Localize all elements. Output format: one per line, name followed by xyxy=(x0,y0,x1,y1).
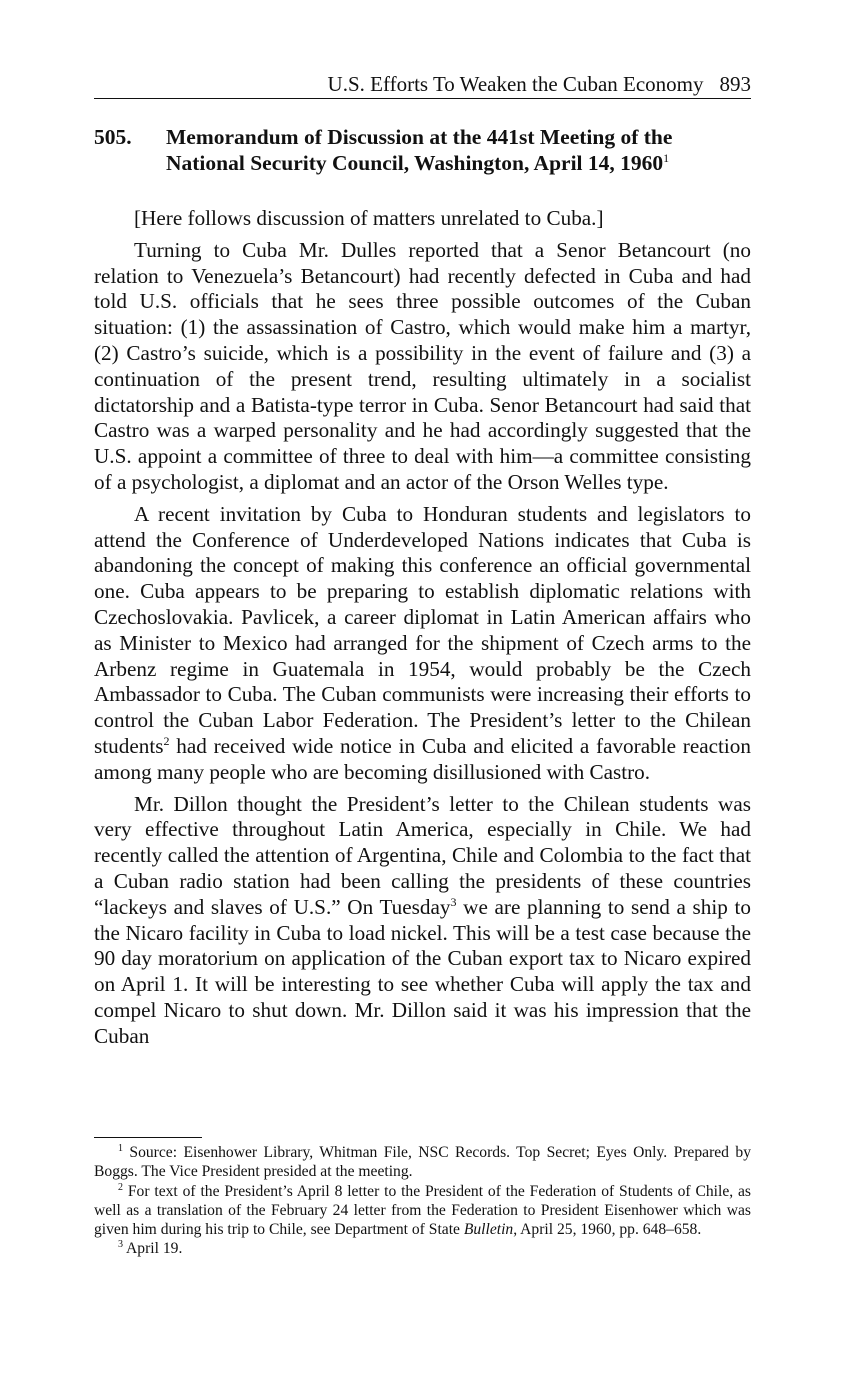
footnote-3 xyxy=(94,1239,751,1258)
paragraph-intro: [Here follows discussion of matters unrelated to Cuba.] xyxy=(134,206,604,230)
footnote-text: For text of the President’s April 8 letter to the President of the Federation of Students of Chile, as well as a translation of the February 24 letter from the Federation to President Eisenhower which was given him during his trip to Chile, see Department of State xyxy=(94,1182,751,1239)
footnote-1 xyxy=(94,1143,751,1182)
footnote-text: , April 25, 1960, pp. 648–658. xyxy=(513,1221,702,1239)
document-title-line1: Memorandum of Discussion at the 441st Meeting of the xyxy=(166,125,673,149)
footnote-2 xyxy=(94,1182,751,1240)
footnote-text: Source: Eisenhower Library, Whitman File, NSC Records. Top Secret; Eyes Only. Prepared by Boggs. The Vice President presided at the meeting. xyxy=(94,1144,751,1181)
paragraph-text: A recent invitation by Cuba to Honduran students and legislators to attend the Conference of Underdeveloped Nations indicates that Cuba is abandoning the concept of making this conference an official governmental one. Cuba appears to be preparing to establish diplomatic relations with Czechoslovakia. Pavlicek, a career diplomat in Latin American affairs who as Minister to Mexico had arranged for the shipment of Czech arms to the Arbenz regime in Guatemala in 1954, would probably be the Czech Ambassador to Cuba. The Cuban communists were increasing their efforts to control the Cuban Labor Federation. The President’s letter to the Chilean students xyxy=(94,501,751,758)
document-number: 505. xyxy=(94,125,132,149)
document-heading xyxy=(94,124,751,176)
footnote-ref-1[interactable]: 1 xyxy=(663,151,670,165)
page-number: 893 xyxy=(719,72,751,96)
paragraph-dulles-report: Turning to Cuba Mr. Dulles reported that a Senor Betancourt (no relation to Venezuela’s Betancourt) had recently defected in Cuba and had told U.S. officials that he sees three possible outcomes of the Cuban situation: (1) the assassination of Castro, which would make him a martyr, (2) Castro’s suicide, which is a possibility in the event of failure and (3) a continuation of the present trend, resulting ultimately in a socialist dictatorship and a Batista-type terror in Cuba. Senor Betancourt had said that Castro was a warped personality and he had accordingly suggested that the U.S. appoint a committee of three to deal with him—a committee consisting of a psychologist, a diplomat and an actor of the Orson Welles type. xyxy=(94,237,751,494)
document-title-line2: National Security Council, Washington, April 14, 1960 xyxy=(166,151,664,175)
paragraph-text: had received wide notice in Cuba and elicited a favorable reaction among many people who are becoming disillusioned with Castro. xyxy=(94,733,751,784)
paragraph-text: we are planning to send a ship to the Nicaro facility in Cuba to load nickel. This will be a test case because the 90 day moratorium on application of the Cuban export tax to Nicaro expired on April 1. It will be interesting to see whether Cuba will apply the tax and compel Nicaro to shut down. Mr. Dillon said it was his impression that the Cuban xyxy=(94,894,751,1048)
footnote-divider xyxy=(94,1137,202,1138)
footnote-italic-title: Bulletin xyxy=(463,1221,514,1239)
paragraph-text: Mr. Dillon thought the President’s letter to the Chilean students was very effective throughout Latin America, especially in Chile. We had recently called the attention of Argentina, Chile and Colombia to the fact that a Cuban radio station had been calling the presidents of these countries “lackeys and slaves of U.S.” On Tuesday xyxy=(94,791,751,919)
running-header xyxy=(94,70,751,99)
footnote-mark: 2 xyxy=(118,1181,123,1193)
footnote-ref-2[interactable]: 2 xyxy=(163,733,170,748)
footnote-mark: 1 xyxy=(118,1143,123,1154)
paragraph-honduran-invitation xyxy=(94,502,751,786)
running-title: U.S. Efforts To Weaken the Cuban Economy xyxy=(327,72,704,96)
footnote-ref-3[interactable]: 3 xyxy=(450,894,457,909)
paragraph-dillon xyxy=(94,792,751,1050)
footnotes xyxy=(94,1143,751,1259)
body-text xyxy=(94,206,751,1056)
footnote-text: April 19. xyxy=(123,1240,183,1258)
document-title xyxy=(166,124,751,176)
footnote-mark: 3 xyxy=(118,1239,123,1251)
